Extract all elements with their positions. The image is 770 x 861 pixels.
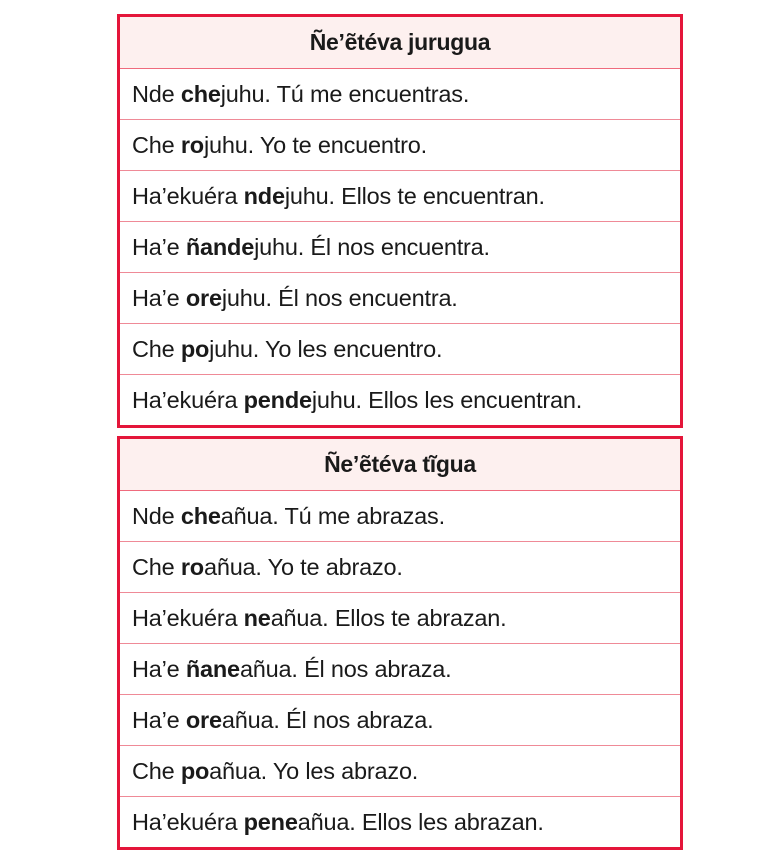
row-text: Che [132,757,181,784]
row-text: Nde [132,502,181,529]
table-row [120,120,680,171]
row-text: Che [132,335,181,362]
row-text: juhu. Él nos encuentra. [254,233,490,260]
row-text: Che [132,553,181,580]
table-row [120,593,680,644]
row-text: Nde [132,80,181,107]
row-text: añua. Él nos abraza. [239,655,452,682]
row-text: Ha’e [132,706,186,733]
prefix-bold: ro [180,553,204,580]
prefix-bold: ñande [185,233,255,260]
prefix-bold: ne [243,604,271,631]
row-text: juhu. Tú me encuentras. [220,80,470,107]
row-text: añua. Tú me abrazas. [220,502,445,529]
row-text: Ha’ekuéra [132,386,244,413]
table-jurugua [117,14,683,428]
row-text: Ha’ekuéra [132,182,244,209]
table-row [120,69,680,120]
row-text: Ha’ekuéra [132,604,244,631]
prefix-bold: ore [185,284,222,311]
row-text: añua. Yo te abrazo. [203,553,403,580]
prefix-bold: pende [243,386,312,413]
table-row [120,695,680,746]
table-row [120,491,680,542]
prefix-bold: che [180,80,221,107]
row-text: añua. Ellos les abrazan. [297,808,544,835]
row-text: añua. Ellos te abrazan. [270,604,507,631]
table-row [120,171,680,222]
row-text: juhu. Yo les encuentro. [209,335,443,362]
prefix-bold: po [180,335,210,362]
table-row [120,222,680,273]
prefix-bold: ñane [185,655,240,682]
row-text: juhu. Yo te encuentro. [203,131,427,158]
prefix-bold: nde [243,182,285,209]
table-row [120,746,680,797]
row-text: Ha’e [132,233,186,260]
prefix-bold: pene [243,808,298,835]
table-row [120,542,680,593]
row-text: Ha’e [132,284,186,311]
prefix-bold: ore [185,706,222,733]
table-header: Ñe’ẽtéva jurugua [120,17,680,69]
table-row [120,375,680,425]
table-tigua [117,436,683,850]
row-text: añua. Yo les abrazo. [209,757,419,784]
row-text: Ha’e [132,655,186,682]
prefix-bold: che [180,502,221,529]
row-text: juhu. Ellos les encuentran. [311,386,583,413]
row-text: Che [132,131,181,158]
row-text: juhu. Ellos te encuentran. [284,182,545,209]
table-row [120,273,680,324]
row-text: añua. Él nos abraza. [221,706,434,733]
table-row [120,324,680,375]
table-row [120,644,680,695]
prefix-bold: ro [180,131,204,158]
table-header: Ñe’ẽtéva tĩgua [120,439,680,491]
row-text: Ha’ekuéra [132,808,244,835]
table-row [120,797,680,847]
row-text: juhu. Él nos encuentra. [221,284,458,311]
prefix-bold: po [180,757,210,784]
